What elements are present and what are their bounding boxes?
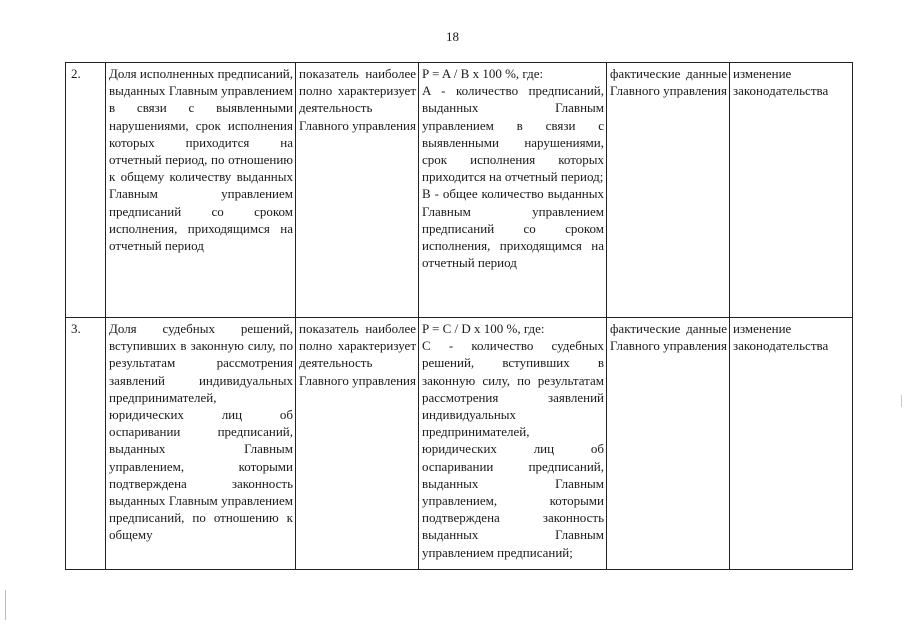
formula-line: P = C / D x 100 %, где: — [422, 321, 545, 336]
formula-variable: B - общее количество выданных Главным управлением предписаний со сроком исполнения, приходящимся на отчетный период — [422, 186, 604, 271]
data-source: фактические данные Главного управления — [607, 318, 730, 570]
indicator-name: Доля судебных решений, вступивших в законную силу, по результатам рассмотрения заявлений индивидуальных предпринимателей, юридических лиц об оспаривании предписаний, выданных Главным управлением, которыми подтверждена законность выданных Главным управлением предписаний, по отношению к общему — [106, 318, 296, 570]
row-number: 2. — [66, 63, 106, 318]
indicator-justification: показатель наиболее полно характеризует деятельность Главного управления — [296, 63, 419, 318]
calculation-formula — [419, 63, 607, 318]
change-reason: изменение законодательства — [730, 63, 853, 318]
scan-edge-mark — [901, 395, 902, 407]
row-number: 3. — [66, 318, 106, 570]
data-source: фактические данные Главного управления — [607, 63, 730, 318]
indicator-justification: показатель наиболее полно характеризует деятельность Главного управления — [296, 318, 419, 570]
scan-edge-mark — [5, 590, 6, 620]
indicators-table — [65, 62, 853, 570]
formula-variable: C - количество судебных решений, вступивших в законную силу, по результатам рассмотрения заявлений индивидуальных предпринимателей, юридических лиц об оспаривании предписаний, выданных Главным управлением, которыми подтверждена законность выданных Главным управлением предписаний; — [422, 338, 604, 560]
table-row — [66, 63, 853, 318]
table-row — [66, 318, 853, 570]
formula-line: P = A / B x 100 %, где: — [422, 66, 544, 81]
page-number: 18 — [446, 29, 459, 44]
indicator-name: Доля исполненных предписаний, выданных Главным управлением в связи с выявленными нарушениями, срок исполнения которых приходится на отчетный период, по отношению к общему количеству выданных Главным управлением предписаний со сроком исполнения, приходящимся на отчетный период — [106, 63, 296, 318]
calculation-formula — [419, 318, 607, 570]
formula-variable: A - количество предписаний, выданных Главным управлением в связи с выявленными нарушениями, срок исполнения которых приходится на отчетный период; — [422, 83, 604, 185]
change-reason: изменение законодательства — [730, 318, 853, 570]
